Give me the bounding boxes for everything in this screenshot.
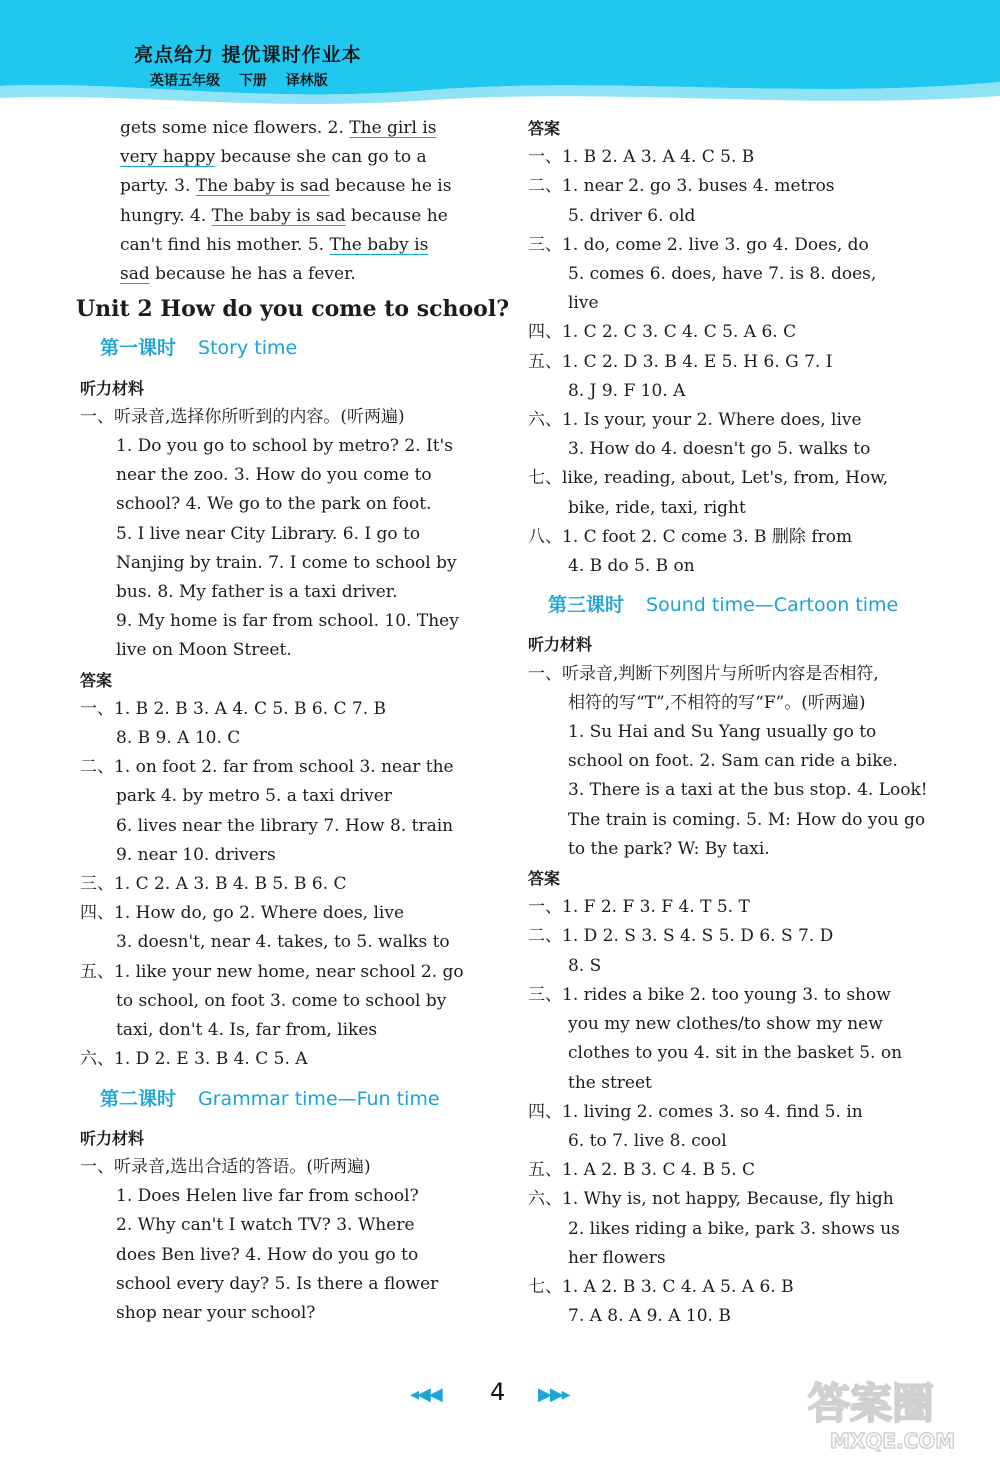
page-header — [0, 0, 1000, 110]
answer-line: taxi, don't 4. Is, far from, likes — [116, 1020, 378, 1041]
answer-line: 六、1. D 2. E 3. B 4. C 5. A — [80, 1049, 308, 1070]
passage-text: because he — [345, 205, 448, 226]
answer-line: 三、1. do, come 2. live 3. go 4. Does, do — [528, 234, 869, 255]
answer-line: 3. doesn't, near 4. takes, to 5. walks to — [116, 932, 450, 953]
question-heading: 一、听录音,判断下列图片与所听内容是否相符, — [528, 663, 879, 684]
script-line: school on foot. 2. Sam can ride a bike. — [568, 751, 898, 772]
answer-line: 四、1. C 2. C 3. C 4. C 5. A 6. C — [528, 322, 797, 343]
answer-line: 三、1. rides a bike 2. too young 3. to show — [528, 984, 891, 1005]
answer-line: 二、1. on foot 2. far from school 3. near the — [80, 757, 454, 778]
section-label: 答案 — [528, 869, 561, 889]
answer-line: you my new clothes/to show my new — [568, 1014, 883, 1035]
answer-line: 六、1. Is your, your 2. Where does, live — [528, 410, 862, 431]
passage-text: hungry. 4. — [120, 205, 212, 226]
script-line: school every day? 5. Is there a flower — [116, 1273, 439, 1294]
script-line: live on Moon Street. — [116, 640, 292, 661]
answer-line: 二、1. D 2. S 3. S 4. S 5. D 6. S 7. D — [528, 926, 834, 947]
answer-line: 六、1. Why is, not happy, Because, fly high — [528, 1189, 894, 1210]
answer-line: 9. near 10. drivers — [116, 844, 276, 865]
answer-line: the street — [568, 1072, 652, 1093]
script-line: shop near your school? — [116, 1302, 316, 1323]
script-line: school? 4. We go to the park on foot. — [116, 494, 432, 515]
next-arrows-icon: ▶▶▸ — [538, 1384, 569, 1405]
question-heading: 相符的写“T”,不相符的写“F”。(听两遍) — [568, 692, 866, 713]
answer-line: 八、1. C foot 2. C come 3. B 删除 from — [528, 526, 853, 547]
answer-line: 四、1. living 2. comes 3. so 4. find 5. in — [528, 1101, 863, 1122]
lesson-heading — [100, 1085, 495, 1114]
answer-line: 五、1. A 2. B 3. C 4. B 5. C — [528, 1160, 756, 1181]
script-line: 1. Do you go to school by metro? 2. It's — [116, 436, 453, 457]
left-column — [76, 114, 510, 1328]
passage-line — [80, 202, 495, 231]
script-line: Nanjing by train. 7. I come to school by — [116, 552, 457, 573]
question-heading: 一、听录音,选择你所听到的内容。(听两遍) — [80, 406, 405, 427]
answer-line: 七、like, reading, about, Let's, from, How, — [528, 468, 889, 489]
answer-line: 8. J 9. F 10. A — [568, 380, 686, 401]
passage-text: 2. — [327, 118, 350, 138]
passage-line — [80, 114, 495, 143]
answer-line: 五、1. like your new home, near school 2. go — [80, 961, 464, 982]
lesson-number: 第二课时 — [100, 1087, 177, 1110]
svg-text:答案圈: 答案圈 — [808, 1379, 935, 1428]
answer-line: 四、1. How do, go 2. Where does, live — [80, 903, 405, 924]
answer-line: 6. to 7. live 8. cool — [568, 1130, 727, 1151]
script-line: bus. 8. My father is a taxi driver. — [116, 582, 398, 603]
underlined-answer: The baby is sad — [195, 176, 330, 197]
answer-line: 4. B do 5. B on — [568, 556, 695, 577]
underlined-answer: The girl is — [349, 118, 437, 138]
script-line: 9. My home is far from school. 10. They — [116, 611, 459, 632]
script-line: 2. Why can't I watch TV? 3. Where — [116, 1215, 415, 1236]
series-title: 亮点给力 提优课时作业本 — [134, 44, 362, 66]
answer-line: 7. A 8. A 9. A 10. B — [568, 1306, 731, 1327]
passage-line — [80, 260, 495, 289]
script-line: to the park? W: By taxi. — [568, 838, 770, 859]
underlined-answer: The baby is — [329, 234, 429, 255]
answer-line: 五、1. C 2. D 3. B 4. E 5. H 6. G 7. I — [528, 351, 833, 372]
lesson-name: Sound time—Cartoon time — [646, 594, 899, 617]
page-number: 4 — [490, 1378, 506, 1406]
answer-line: live — [568, 293, 599, 314]
lesson-number: 第一课时 — [100, 337, 177, 360]
passage-line — [80, 143, 495, 172]
answer-line: 6. lives near the library 7. How 8. train — [116, 815, 454, 836]
passage-line — [80, 172, 495, 201]
lesson-number: 第三课时 — [548, 594, 625, 617]
passage-text: party. 3. — [120, 176, 196, 197]
section-label: 答案 — [528, 119, 561, 138]
script-line: does Ben live? 4. How do you go to — [116, 1244, 419, 1265]
underlined-answer: The baby is sad — [211, 205, 346, 226]
answer-line: clothes to you 4. sit in the basket 5. on — [568, 1043, 903, 1064]
lesson-name: Grammar time—Fun time — [198, 1087, 440, 1110]
answer-line: 3. How do 4. doesn't go 5. walks to — [568, 439, 871, 460]
answer-line: 一、1. B 2. B 3. A 4. C 5. B 6. C 7. B — [80, 698, 387, 719]
answer-line: 5. comes 6. does, have 7. is 8. does, — [568, 264, 877, 285]
underlined-answer: sad — [120, 264, 150, 285]
answer-line: to school, on foot 3. come to school by — [116, 990, 447, 1011]
svg-text:MXQE.COM: MXQE.COM — [830, 1429, 956, 1453]
answer-line: bike, ride, taxi, right — [568, 497, 746, 518]
section-label: 听力材料 — [80, 378, 145, 398]
passage-text: gets some nice flowers. — [120, 118, 328, 138]
answer-line: 8. S — [568, 955, 602, 976]
unit-title: Unit 2 How do you come to school? — [76, 296, 510, 323]
passage-text: because he has a fever. — [149, 264, 356, 285]
script-line: 1. Does Helen live far from school? — [116, 1186, 419, 1207]
answer-line: 5. driver 6. old — [568, 205, 696, 226]
answer-line: 2. likes riding a bike, park 3. shows us — [568, 1218, 900, 1239]
script-line: The train is coming. 5. M: How do you go — [568, 809, 926, 830]
question-heading: 一、听录音,选出合适的答语。(听两遍) — [80, 1156, 371, 1177]
script-line: near the zoo. 3. How do you come to — [116, 465, 432, 486]
answer-line: 一、1. F 2. F 3. F 4. T 5. T — [528, 897, 750, 918]
answer-line: 三、1. C 2. A 3. B 4. B 5. B 6. C — [80, 874, 347, 895]
lesson-name: Story time — [198, 337, 298, 360]
script-line: 5. I live near City Library. 6. I go to — [116, 523, 421, 544]
answer-line: 一、1. B 2. A 3. A 4. C 5. B — [528, 147, 755, 168]
passage-text: can't find his mother. 5. — [120, 234, 330, 255]
section-label: 答案 — [80, 670, 113, 690]
watermark-logo — [800, 1372, 990, 1454]
answer-line: park 4. by metro 5. a taxi driver — [116, 786, 392, 807]
section-label: 听力材料 — [528, 635, 593, 655]
passage-text: because he is — [329, 176, 452, 197]
underlined-answer: very happy — [120, 147, 216, 168]
section-label: 听力材料 — [80, 1128, 145, 1148]
answer-line: her flowers — [568, 1247, 666, 1268]
answer-line: 8. B 9. A 10. C — [116, 728, 241, 749]
lesson-heading — [548, 591, 941, 620]
script-line: 3. There is a taxi at the bus stop. 4. Look! — [568, 780, 928, 801]
passage-text: because she can go to a — [215, 147, 427, 168]
answer-line: 七、1. A 2. B 3. C 4. A 5. A 6. B — [528, 1276, 794, 1297]
right-column — [528, 114, 941, 1331]
passage-line — [80, 231, 495, 260]
book-subtitle: 英语五年级 下册 译林版 — [150, 73, 328, 89]
prev-arrows-icon: ◂◀◀ — [410, 1384, 441, 1405]
answer-line: 二、1. near 2. go 3. buses 4. metros — [528, 176, 835, 197]
script-line: 1. Su Hai and Su Yang usually go to — [568, 722, 877, 743]
lesson-heading — [100, 334, 495, 363]
